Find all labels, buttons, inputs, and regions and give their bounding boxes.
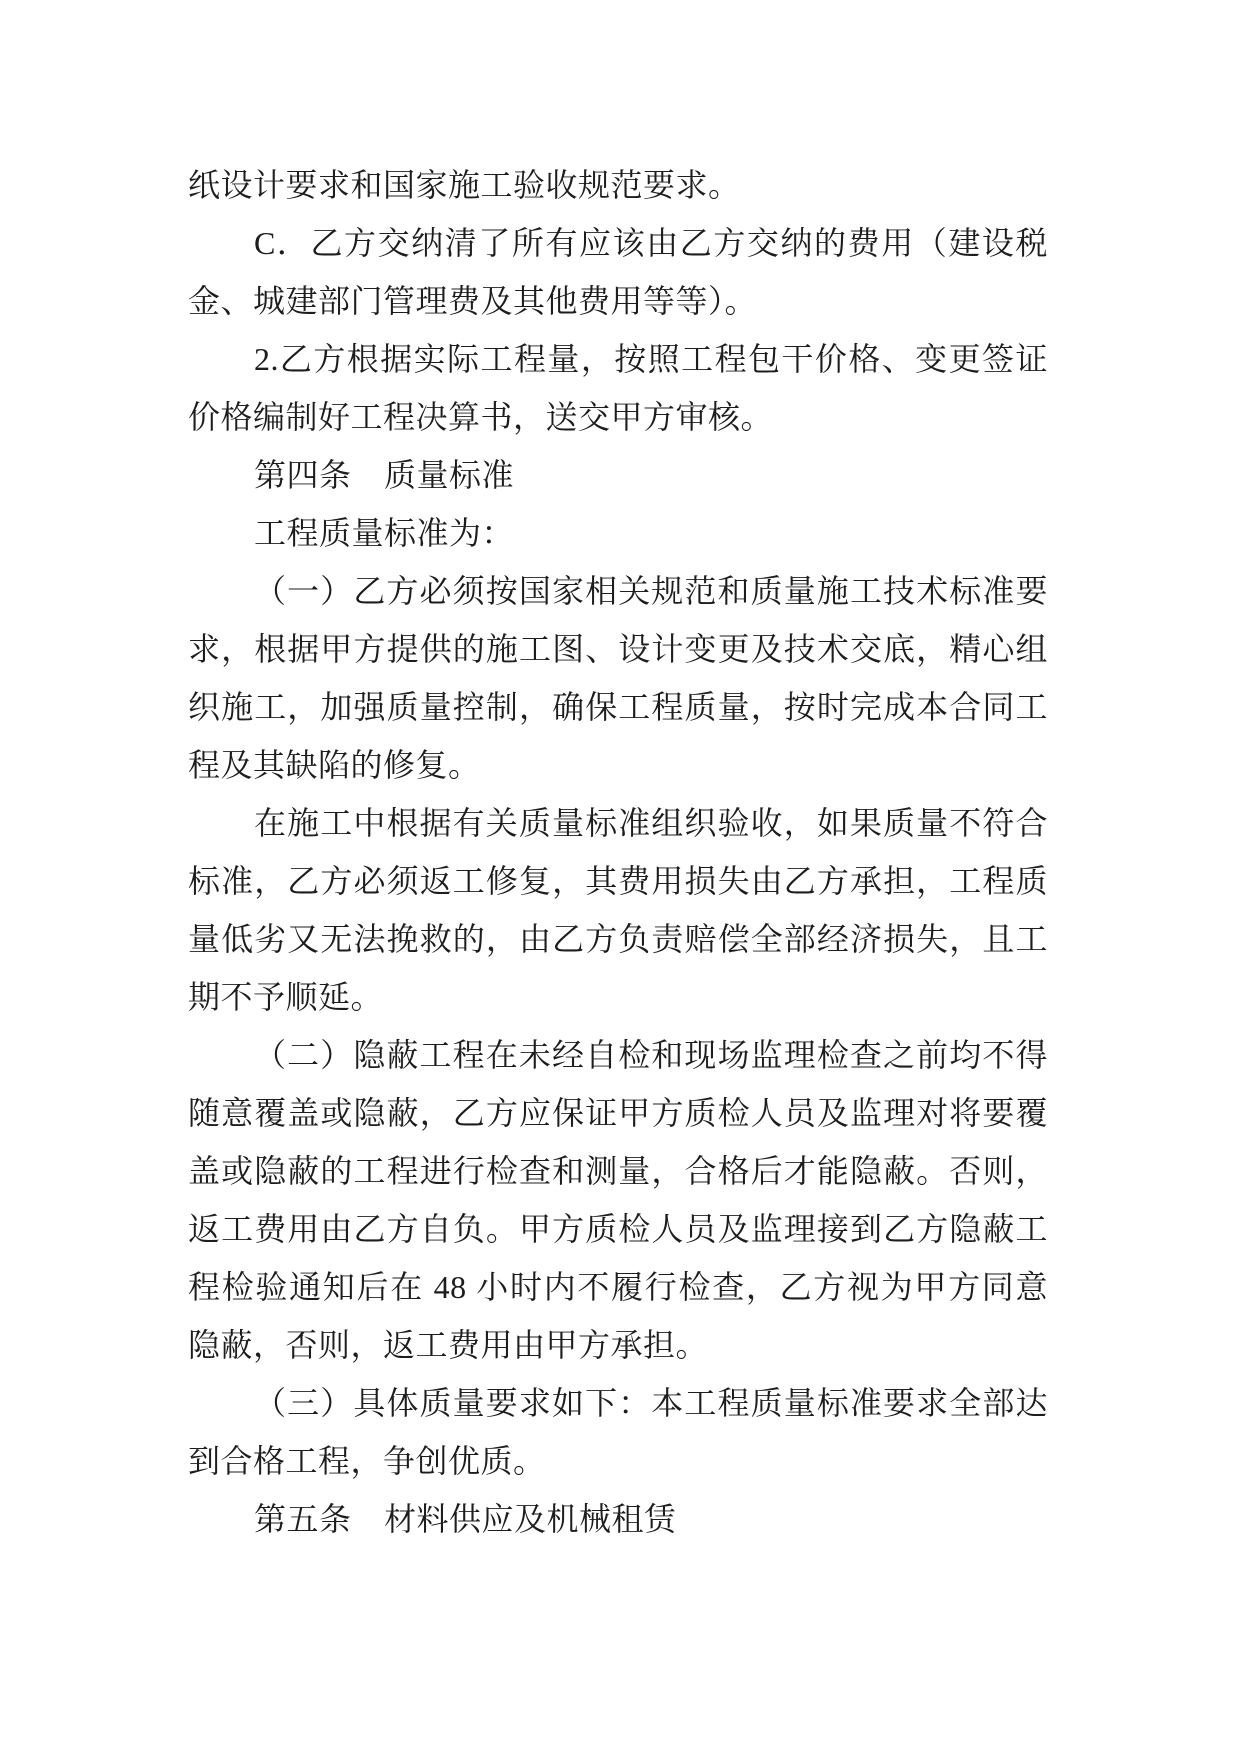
text-line: （三）具体质量要求如下：本工程质量标准要求全部达 <box>254 1385 1048 1421</box>
text-line: 到合格工程，争创优质。 <box>188 1443 546 1479</box>
text-line: 程及其缺陷的修复。 <box>188 747 481 783</box>
text-line: 随意覆盖或隐蔽，乙方应保证甲方质检人员及监理对将要覆 <box>188 1095 1048 1131</box>
text-line: （一）乙方必须按国家相关规范和质量施工技术标准要 <box>254 573 1048 609</box>
document-body <box>188 156 1048 1548</box>
text-line: 求，根据甲方提供的施工图、设计变更及技术交底，精心组 <box>188 631 1048 667</box>
text-line: （二）隐蔽工程在未经自检和现场监理检查之前均不得 <box>254 1037 1048 1073</box>
text-line: 第四条 质量标准 <box>254 457 515 493</box>
text-line: 程检验通知后在 48 小时内不履行检查，乙方视为甲方同意 <box>188 1269 1048 1305</box>
text-line: 标准，乙方必须返工修复，其费用损失由乙方承担，工程质 <box>188 863 1048 899</box>
text-line: 2.乙方根据实际工程量，按照工程包干价格、变更签证 <box>254 341 1048 377</box>
text-line: 期不予顺延。 <box>188 979 384 1015</box>
text-line: C．乙方交纳清了所有应该由乙方交纳的费用（建设税 <box>254 225 1048 261</box>
text-line: 第五条 材料供应及机械租赁 <box>254 1501 677 1537</box>
text-line: 价格编制好工程决算书，送交甲方审核。 <box>188 399 774 435</box>
text-line: 纸设计要求和国家施工验收规范要求。 <box>188 167 741 203</box>
text-line: 在施工中根据有关质量标准组织验收，如果质量不符合 <box>254 805 1048 841</box>
text-line: 盖或隐蔽的工程进行检查和测量，合格后才能隐蔽。否则， <box>188 1153 1048 1189</box>
text-line: 隐蔽，否则，返工费用由甲方承担。 <box>188 1327 709 1363</box>
text-line: 工程质量标准为： <box>254 515 515 551</box>
text-line: 金、城建部门管理费及其他费用等等）。 <box>188 283 758 319</box>
text-line: 织施工，加强质量控制，确保工程质量，按时完成本合同工 <box>188 689 1048 725</box>
text-line: 量低劣又无法挽救的，由乙方负责赔偿全部经济损失，且工 <box>188 921 1048 957</box>
text-line: 返工费用由乙方自负。甲方质检人员及监理接到乙方隐蔽工 <box>188 1211 1048 1247</box>
